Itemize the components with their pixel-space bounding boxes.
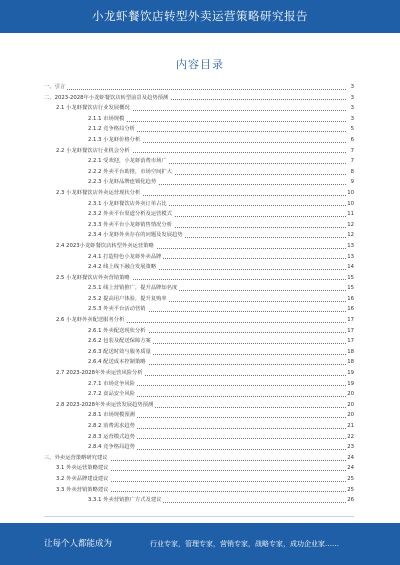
toc-entry-label: 2.8 2023-2028年外卖运营发展趋势预测 xyxy=(56,400,155,411)
toc-entry-page: 14 xyxy=(347,262,354,273)
toc-entry[interactable] xyxy=(44,167,354,178)
toc-entry-label: 2.7.1 市场竞争风险 xyxy=(88,379,137,390)
toc-entry-page: 3 xyxy=(347,82,354,93)
toc-entry[interactable] xyxy=(44,230,354,241)
toc-entry[interactable] xyxy=(44,410,354,421)
toc-entry-page: 21 xyxy=(347,421,354,432)
footer-tags: 行业专家，管理专家，营销专家，战略专家，成功企业家…… xyxy=(150,540,339,548)
toc-entry-label: 2.5.1 线上营销推广，提升品牌知名度 xyxy=(88,283,179,294)
toc-entry[interactable] xyxy=(44,241,354,252)
toc-entry-page: 3 xyxy=(347,103,354,114)
toc-entry-label: 2.3 小龙虾餐饮店外卖运营现状分析 xyxy=(56,188,142,199)
toc-entry-label: 2.2.1 受欢迎，小龙虾消费市场广 xyxy=(88,156,169,167)
toc-entry[interactable] xyxy=(44,177,354,188)
toc-entry-page: 6 xyxy=(347,135,354,146)
toc-entry-page: 19 xyxy=(347,368,354,379)
toc-entry-label: 一、引言 xyxy=(44,82,67,93)
toc-entry[interactable] xyxy=(44,114,354,125)
toc-entry-label: 3.3.1 外卖营销推广方式及建议 xyxy=(88,495,163,506)
toc-entry-page: 5 xyxy=(347,124,354,135)
toc-entry-label: 2.7.2 食品安全风险 xyxy=(88,389,137,400)
toc-entry-label: 三、外卖运营策略研究建议 xyxy=(44,453,110,464)
toc-entry-page: 15 xyxy=(347,283,354,294)
toc-entry-label: 3.2 外卖品牌建设建议 xyxy=(56,474,110,485)
toc-entry-page: 24 xyxy=(347,463,354,474)
toc-entry-label: 2.1.1 市场规模 xyxy=(88,114,126,125)
toc-entry-page: 10 xyxy=(347,199,354,210)
toc-entry[interactable] xyxy=(44,357,354,368)
toc-entry-page: 13 xyxy=(347,241,354,252)
toc-entry[interactable] xyxy=(44,188,354,199)
toc-entry-page: 3 xyxy=(347,114,354,125)
toc-entry-label: 2.6.2 包装及配送保障方案 xyxy=(88,336,153,347)
toc-entry-label: 2.8.3 运营模式趋势 xyxy=(88,432,137,443)
toc-entry-label: 2.8.4 竞争格局趋势 xyxy=(88,442,137,453)
toc-entry[interactable] xyxy=(44,135,354,146)
toc-entry-page: 25 xyxy=(347,485,354,496)
toc-entry-label: 2.4 2023小龙虾餐饮店转型外卖运营策略 xyxy=(56,241,156,252)
toc-entry-page: 7 xyxy=(347,146,354,157)
toc-entry-page: 9 xyxy=(347,177,354,188)
toc-entry-page: 7 xyxy=(347,156,354,167)
toc-entry-label: 2.3.3 外卖平台小龙虾销售情况分析 xyxy=(88,220,174,231)
toc-entry-page: 18 xyxy=(347,357,354,368)
toc-title: 内容目录 xyxy=(176,58,224,71)
toc-entry-page: 19 xyxy=(347,379,354,390)
toc-entry[interactable] xyxy=(44,379,354,390)
toc-entry-page: 16 xyxy=(347,304,354,315)
toc-entry-label: 2.3.2 外卖平台渠道分析及运营模式 xyxy=(88,209,174,220)
toc-entry-page: 10 xyxy=(347,188,354,199)
toc-dot-leader xyxy=(88,121,346,122)
toc-entry-page: 17 xyxy=(347,326,354,337)
toc-entry[interactable] xyxy=(44,199,354,210)
toc-entry[interactable] xyxy=(44,93,354,104)
toc-entry[interactable] xyxy=(44,485,354,496)
table-of-contents xyxy=(44,82,354,506)
toc-entry[interactable] xyxy=(44,432,354,443)
toc-entry-label: 2.2.2 外卖平台助推，市场空间扩大 xyxy=(88,167,174,178)
toc-entry[interactable] xyxy=(44,156,354,167)
toc-entry-label: 3.3 外卖营销策略建议 xyxy=(56,485,110,496)
toc-entry-label: 2.5.3 外卖平台活动营销 xyxy=(88,304,148,315)
toc-entry[interactable] xyxy=(44,347,354,358)
toc-entry[interactable] xyxy=(44,368,354,379)
toc-entry-label: 2.6.3 配送时效与服务质量 xyxy=(88,347,153,358)
toc-entry-label: 2.6.4 配送成本控制策略 xyxy=(88,357,148,368)
toc-entry-page: 12 xyxy=(347,230,354,241)
toc-entry-page: 20 xyxy=(347,389,354,400)
toc-entry[interactable] xyxy=(44,389,354,400)
toc-entry-label: 2.2 小龙虾餐饮店行业机会分析 xyxy=(56,146,132,157)
toc-entry[interactable] xyxy=(44,326,354,337)
toc-entry[interactable] xyxy=(44,495,354,506)
toc-entry-page: 8 xyxy=(347,167,354,178)
toc-entry-label: 2.4.1 打造特色小龙虾外卖品牌 xyxy=(88,252,163,263)
toc-entry-label: 2.1 小龙虾餐饮店行业发展概况 xyxy=(56,103,132,114)
footer-slogan: 让每个人都能成为 xyxy=(44,539,113,549)
toc-entry-label: 2.1.2 竞争格局分析 xyxy=(88,124,137,135)
toc-entry[interactable] xyxy=(44,463,354,474)
toc-entry[interactable] xyxy=(44,315,354,326)
toc-entry-page: 22 xyxy=(347,432,354,443)
toc-entry-label: 2.4.2 线上线下融合发展策略 xyxy=(88,262,158,273)
toc-entry[interactable] xyxy=(44,124,354,135)
toc-entry-label: 2.5 小龙虾餐饮店外卖营销策略 xyxy=(56,273,132,284)
toc-entry-page: 26 xyxy=(347,495,354,506)
toc-entry[interactable] xyxy=(44,220,354,231)
toc-entry-page: 13 xyxy=(347,252,354,263)
report-header-bar xyxy=(0,0,400,33)
toc-entry-page: 17 xyxy=(347,315,354,326)
toc-entry[interactable] xyxy=(44,474,354,485)
toc-entry-page: 12 xyxy=(347,220,354,231)
toc-entry-label: 2.8.2 消费需求趋势 xyxy=(88,421,137,432)
toc-entry[interactable] xyxy=(44,294,354,305)
toc-entry-label: 2.8.1 市场规模预测 xyxy=(88,410,137,421)
toc-entry-page: 23 xyxy=(347,442,354,453)
toc-entry[interactable] xyxy=(44,336,354,347)
toc-dot-leader xyxy=(44,89,346,90)
toc-entry-page: 17 xyxy=(347,336,354,347)
toc-entry-label: 3.1 外卖运营策略建议 xyxy=(56,463,110,474)
toc-entry-page: 16 xyxy=(347,294,354,305)
toc-entry-page: 24 xyxy=(347,453,354,464)
toc-entry-page: 20 xyxy=(347,410,354,421)
toc-entry[interactable] xyxy=(44,262,354,273)
toc-entry-label: 二、2023-2028年小龙虾餐饮店转型前景及趋势预测 xyxy=(44,93,170,104)
toc-entry[interactable] xyxy=(44,442,354,453)
toc-entry[interactable] xyxy=(44,453,354,464)
toc-entry[interactable] xyxy=(44,304,354,315)
toc-entry[interactable] xyxy=(44,400,354,411)
toc-entry-label: 2.5.2 提高用户体验，提升复购率 xyxy=(88,294,169,305)
toc-entry-page: 18 xyxy=(347,347,354,358)
toc-entry[interactable] xyxy=(44,209,354,220)
toc-entry[interactable] xyxy=(44,421,354,432)
toc-entry-page: 25 xyxy=(347,474,354,485)
toc-entry-label: 2.6 小龙虾外卖配送服务分析 xyxy=(56,315,126,326)
toc-entry[interactable] xyxy=(44,82,354,93)
toc-entry-page: 3 xyxy=(347,93,354,104)
toc-entry[interactable] xyxy=(44,273,354,284)
toc-entry-page: 20 xyxy=(347,400,354,411)
toc-entry-page: 11 xyxy=(347,209,354,220)
toc-entry[interactable] xyxy=(44,146,354,157)
toc-entry-label: 2.6.1 外卖配送现状分析 xyxy=(88,326,148,337)
toc-entry[interactable] xyxy=(44,283,354,294)
report-title: 小龙虾餐饮店转型外卖运营策略研究报告 xyxy=(92,9,308,23)
toc-entry-page: 15 xyxy=(347,273,354,284)
footer-bar xyxy=(0,523,400,565)
toc-entry-label: 2.3.4 小龙虾外卖存在的问题及发展趋势 xyxy=(88,230,185,241)
toc-entry-label: 2.7 2023-2028年外卖运营风险分析 xyxy=(56,368,145,379)
divider xyxy=(44,516,354,517)
toc-entry[interactable] xyxy=(44,252,354,263)
toc-entry-label: 2.2.3 小龙虾品牌连锁化趋势 xyxy=(88,177,158,188)
toc-entry-label: 2.3.1 小龙虾餐饮店外卖订单占比 xyxy=(88,199,169,210)
toc-entry[interactable] xyxy=(44,103,354,114)
toc-entry-label: 2.1.3 小龙虾价格分析 xyxy=(88,135,142,146)
